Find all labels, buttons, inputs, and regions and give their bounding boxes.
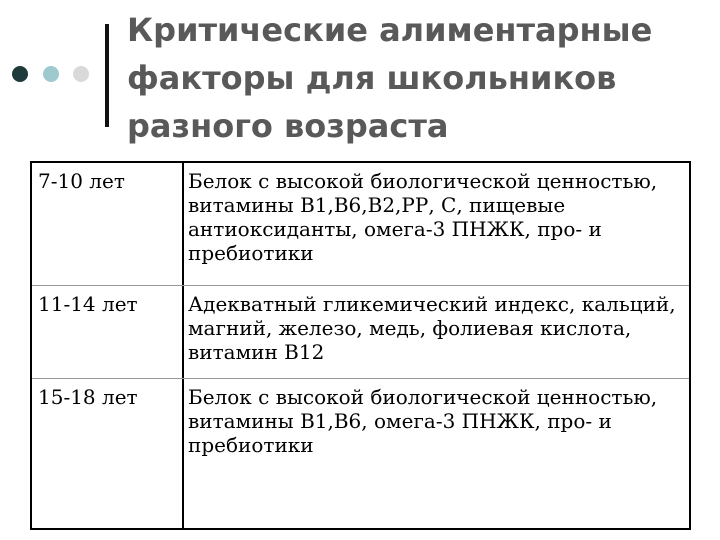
slide-title-line: Критические алиментарные <box>127 11 653 49</box>
decorative-dot-teal <box>43 66 59 82</box>
title-divider-bar <box>105 24 109 127</box>
factors-cell: Белок с высокой биологической ценностью, витамины В1,В6,В2,РР, С, пищевые антиоксиданты, омега-3 ПНЖК, про- и пребиотики <box>188 169 658 265</box>
slide-title <box>127 6 707 150</box>
decorative-dot-dark <box>12 66 28 82</box>
table-row <box>32 163 689 286</box>
decorative-dot-gray <box>73 66 89 82</box>
age-group-cell: 15-18 лет <box>38 385 138 409</box>
factors-cell: Белок с высокой биологической ценностью, витамины В1,В6, омега-3 ПНЖК, про- и пребиотики <box>188 385 658 457</box>
table-row <box>32 379 689 528</box>
table-row <box>32 286 689 379</box>
age-group-cell: 7-10 лет <box>38 169 125 193</box>
slide-title-line: разного возраста <box>127 107 449 145</box>
factors-cell: Адекватный гликемический индекс, кальций, магний, железо, медь, фолиевая кислота, витамин В12 <box>188 292 676 364</box>
age-group-cell: 11-14 лет <box>38 292 138 316</box>
nutrition-factors-table <box>30 161 691 530</box>
slide-title-line: факторы для школьников <box>127 59 617 97</box>
